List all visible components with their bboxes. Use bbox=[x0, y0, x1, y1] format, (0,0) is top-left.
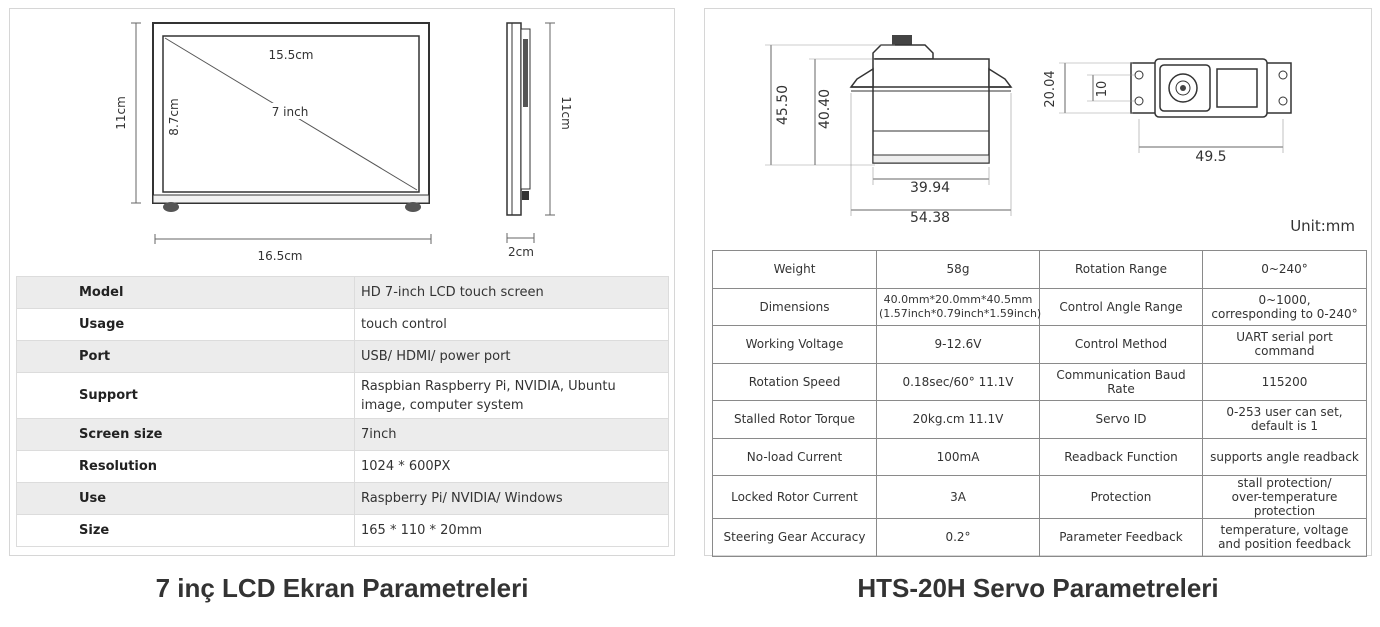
table-row bbox=[713, 476, 1367, 519]
servo-panel bbox=[704, 8, 1372, 556]
spec-value: Raspberry Pi/ NVIDIA/ Windows bbox=[355, 483, 669, 515]
spec-key: Screen size bbox=[17, 419, 355, 451]
lcd-dimension-drawing bbox=[10, 9, 676, 274]
spec-value-line2: (1.57inch*0.79inch*1.59inch) bbox=[879, 306, 1042, 320]
spec-key: Rotation Speed bbox=[713, 363, 877, 401]
lcd-panel bbox=[9, 8, 675, 556]
servo-height-total-label: 45.50 bbox=[775, 84, 791, 126]
spec-value bbox=[1203, 519, 1367, 557]
spec-key: Resolution bbox=[17, 451, 355, 483]
table-row bbox=[713, 363, 1367, 401]
table-row bbox=[17, 419, 669, 451]
spec-value: 1024 * 600PX bbox=[355, 451, 669, 483]
spec-key: Control Method bbox=[1040, 326, 1203, 364]
lcd-side-view bbox=[507, 23, 521, 215]
spec-key: Readback Function bbox=[1040, 438, 1203, 476]
spec-key: Usage bbox=[17, 309, 355, 341]
spec-value-line1: 0~1000, bbox=[1258, 292, 1311, 307]
spec-value-line1: temperature, voltage bbox=[1220, 523, 1349, 538]
spec-value-line2: image, computer system bbox=[361, 397, 524, 413]
spec-key: Support bbox=[17, 373, 355, 419]
spec-value-line1: Raspbian Raspberry Pi, NVIDIA, Ubuntu bbox=[361, 378, 616, 394]
spec-key: Dimensions bbox=[713, 288, 877, 326]
spec-value-line2: and position feedback bbox=[1218, 537, 1351, 552]
spec-value-line2: default is 1 bbox=[1250, 419, 1319, 434]
servo-depth-inner-label: 10 bbox=[1095, 80, 1110, 98]
spec-key: Port bbox=[17, 341, 355, 373]
servo-depth-total-label: 20.04 bbox=[1043, 70, 1058, 108]
spec-value: 0~240° bbox=[1203, 251, 1367, 289]
table-row bbox=[713, 251, 1367, 289]
servo-spec-table bbox=[712, 250, 1367, 557]
spec-value: 100mA bbox=[877, 438, 1040, 476]
spec-value bbox=[877, 288, 1040, 326]
spec-key: Servo ID bbox=[1040, 401, 1203, 439]
spec-value: 115200 bbox=[1203, 363, 1367, 401]
spec-key: No-load Current bbox=[713, 438, 877, 476]
lcd-depth-label: 2cm bbox=[508, 245, 534, 259]
spec-key: Model bbox=[17, 277, 355, 309]
unit-label: Unit:mm bbox=[1290, 217, 1355, 235]
lcd-side-height-label: 11cm bbox=[559, 96, 573, 130]
table-row bbox=[17, 483, 669, 515]
spec-value-line1: stall protection/ bbox=[1237, 476, 1332, 490]
spec-key: Steering Gear Accuracy bbox=[713, 519, 877, 557]
table-row bbox=[713, 401, 1367, 439]
spec-value: 0.18sec/60° 11.1V bbox=[877, 363, 1040, 401]
spec-value: 58g bbox=[877, 251, 1040, 289]
spec-value: supports angle readback bbox=[1203, 438, 1367, 476]
spec-value-line2: over-temperature protection bbox=[1231, 490, 1338, 518]
spec-value: touch control bbox=[355, 309, 669, 341]
spec-key: Locked Rotor Current bbox=[713, 476, 877, 519]
table-row bbox=[713, 519, 1367, 557]
spec-key: Control Angle Range bbox=[1040, 288, 1203, 326]
table-row bbox=[17, 277, 669, 309]
table-row bbox=[713, 288, 1367, 326]
table-row bbox=[17, 451, 669, 483]
spec-key: Weight bbox=[713, 251, 877, 289]
spec-value bbox=[1203, 476, 1367, 519]
lcd-spec-table bbox=[16, 276, 669, 547]
servo-top-view bbox=[1131, 59, 1291, 117]
spec-value: 165 * 110 * 20mm bbox=[355, 515, 669, 547]
spec-key: Stalled Rotor Torque bbox=[713, 401, 877, 439]
servo-width-body-label: 39.94 bbox=[909, 180, 951, 196]
spec-key: Parameter Feedback bbox=[1040, 519, 1203, 557]
servo-width-total-label: 54.38 bbox=[909, 210, 951, 226]
table-row bbox=[713, 326, 1367, 364]
spec-key: Protection bbox=[1040, 476, 1203, 519]
table-row bbox=[713, 438, 1367, 476]
spec-value-line1: 0-253 user can set, bbox=[1226, 405, 1343, 420]
servo-height-body-label: 40.40 bbox=[817, 88, 833, 130]
spec-key: Communication Baud Rate bbox=[1040, 363, 1203, 401]
spec-value bbox=[355, 373, 669, 419]
table-row bbox=[17, 341, 669, 373]
table-row bbox=[17, 515, 669, 547]
spec-value-line1: 40.0mm*20.0mm*40.5mm bbox=[883, 292, 1033, 306]
spec-value: 9-12.6V bbox=[877, 326, 1040, 364]
spec-key: Use bbox=[17, 483, 355, 515]
spec-key: Rotation Range bbox=[1040, 251, 1203, 289]
spec-value: 3A bbox=[877, 476, 1040, 519]
spec-value: 20kg.cm 11.1V bbox=[877, 401, 1040, 439]
lcd-inner-height-label: 8.7cm bbox=[167, 98, 181, 136]
table-row bbox=[17, 373, 669, 419]
spec-value: USB/ HDMI/ power port bbox=[355, 341, 669, 373]
lcd-diagonal-label: 7 inch bbox=[271, 105, 309, 119]
lcd-caption: 7 inç LCD Ekran Parametreleri bbox=[155, 573, 529, 603]
lcd-bottom-width-label: 16.5cm bbox=[257, 249, 303, 263]
spec-value: HD 7-inch LCD touch screen bbox=[355, 277, 669, 309]
servo-length-label: 49.5 bbox=[1195, 149, 1227, 165]
spec-value bbox=[1203, 288, 1367, 326]
spec-key: Working Voltage bbox=[713, 326, 877, 364]
spec-value-line2: corresponding to 0-240° bbox=[1211, 306, 1358, 321]
servo-dimension-drawing bbox=[705, 9, 1373, 249]
lcd-outer-height-label: 11cm bbox=[114, 96, 128, 130]
spec-value: 7inch bbox=[355, 419, 669, 451]
servo-front-view bbox=[851, 35, 1011, 163]
lcd-width-top-label: 15.5cm bbox=[268, 48, 314, 62]
spec-key: Size bbox=[17, 515, 355, 547]
spec-value: 0.2° bbox=[877, 519, 1040, 557]
servo-caption: HTS-20H Servo Parametreleri bbox=[857, 573, 1219, 603]
table-row bbox=[17, 309, 669, 341]
spec-value: UART serial port command bbox=[1203, 326, 1367, 364]
spec-value bbox=[1203, 401, 1367, 439]
